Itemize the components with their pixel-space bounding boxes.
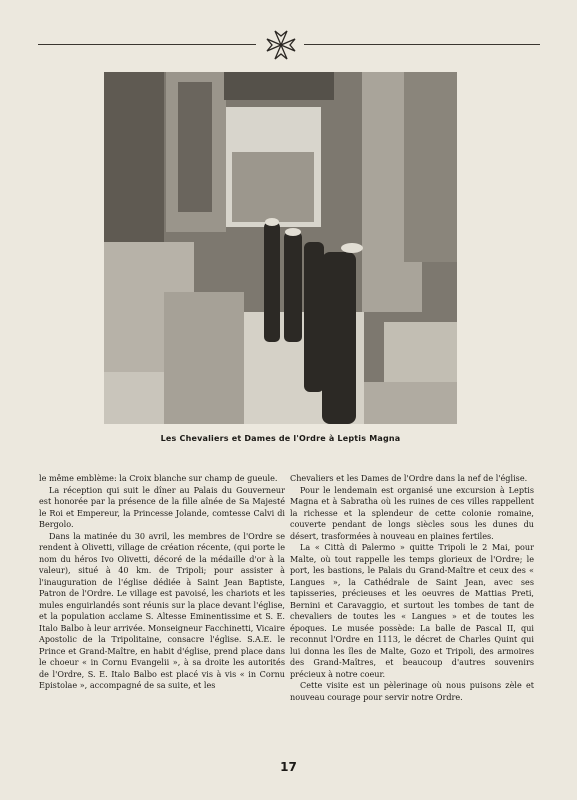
- header-rule-left: [38, 44, 256, 45]
- paragraph: La réception qui suit le dîner au Palais du Gouverneur est honorée par la présence de la fille aînée de Sa Majesté le Roi et Empereur, la Princesse Jolande, comtesse Calvi di Bergolo.: [39, 484, 285, 529]
- paragraph: Cette visite est un pèlerinage où nous puisons zèle et nouveau courage pour servir notre Ordre.: [290, 680, 534, 702]
- leptis-magna-photograph: [104, 72, 457, 424]
- paragraph: La « Città di Palermo » quitte Tripoli le 2 Mai, pour Malte, où tout rappelle les temps glorieux de l'Ordre; le port, les bastions, le Palais du Grand-Maître et ceux des « Langues », la Cathédrale de Saint Jean, avec ses tapisseries, précieuses et les oeuvres de Mattias Preti, Bernini et Caravaggio, et surtout les tombes de tant de chevaliers de toutes les « Langues » et de toutes les époques. Le musée possède: La balle de Pascal II, qui reconnut l'Ordre en 1113, le décret de Charles Quint qui lui donna les îles de Malte, Gozo et Tripoli, des armoires des Grand-Maîtres, et beaucoup d'autres souvenirs précieux à notre coeur.: [290, 542, 534, 679]
- paragraph: Pour le lendemain est organisé une excursion à Leptis Magna et à Sabratha où les ruines de ces villes rappellent la richesse et la splendeur de cette colonie romaine, couverte pendant de longs siècles sous les dunes du désert, trasformées à nouveau en plaines fertiles.: [290, 484, 534, 541]
- photo-caption: Les Chevaliers et Dames de l'Ordre à Leptis Magna: [160, 434, 401, 443]
- text-column-right: [290, 473, 534, 703]
- text-column-left: [39, 473, 285, 692]
- paragraph: le même emblème: la Croix blanche sur champ de gueule.: [39, 473, 278, 483]
- header-rule-right: [304, 44, 540, 45]
- paragraph: Dans la matinée du 30 avril, les membres de l'Ordre se rendent à Olivetti, village de création récente, (qui porte le nom du héros Ivo Olivetti, décoré de la médaille d'or à la valeur), situé à 40 km. de Tripoli; pour assister à l'inauguration de l'église dédiée à Saint Jean Baptiste, Patron de l'Ordre. Le village est pavoisé, les chariots et les mules enguirlandés sont réunis sur la place devant l'église, et la population acclame S. Altesse Eminentissime et S. E. Italo Balbo à leur arrivée. Monseigneur Facchinetti, Vicaire Apostolic de la Tripolitaine, consacre l'église. S.A.E. le Prince et Grand-Maître, en habit d'église, prend place dans le choeur « in Cornu Evangelii », à sa droite les autorités de l'Ordre, S. E. Italo Balbo est placé vis à vis « in Cornu Epistolae », accompagné de sa suite, et les: [39, 530, 285, 690]
- maltese-cross-icon: [264, 28, 298, 62]
- paragraph: Chevaliers et les Dames de l'Ordre dans la nef de l'église.: [290, 473, 528, 483]
- page-number: 17: [280, 760, 297, 774]
